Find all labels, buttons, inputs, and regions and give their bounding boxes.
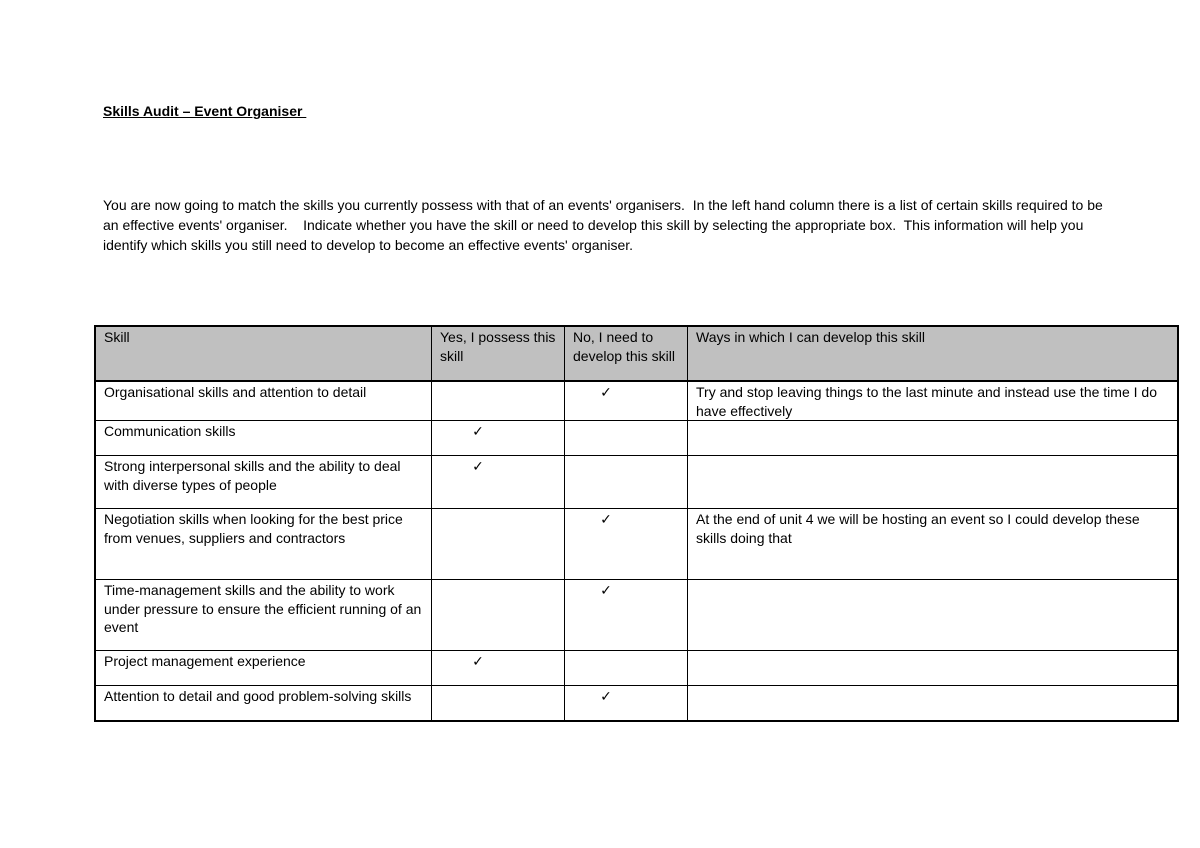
- no-checkbox-cell[interactable]: ✓: [565, 381, 688, 421]
- skill-cell: Negotiation skills when looking for the best price from venues, suppliers and contractors: [95, 509, 432, 580]
- header-skill: Skill: [95, 326, 432, 381]
- skill-cell: Communication skills: [95, 421, 432, 456]
- table-row: [95, 421, 1178, 456]
- table-row: [95, 651, 1178, 686]
- no-checkbox-cell[interactable]: ✓: [565, 509, 688, 580]
- no-checkbox-cell[interactable]: [565, 651, 688, 686]
- yes-checkbox-cell[interactable]: ✓: [432, 651, 565, 686]
- header-ways-to-develop: Ways in which I can develop this skill: [688, 326, 1179, 381]
- ways-cell[interactable]: [688, 456, 1179, 509]
- no-checkbox-cell[interactable]: [565, 456, 688, 509]
- skill-cell: Strong interpersonal skills and the ability to deal with diverse types of people: [95, 456, 432, 509]
- intro-paragraph: You are now going to match the skills you currently possess with that of an events' organisers. In the left hand column there is a list of certain skills required to be an effective events' organiser. Indicate whether you have the skill or need to develop this skill by selecting the appropriate box. This information will help you identify which skills you still need to develop to become an effective events' organiser.: [103, 197, 1107, 253]
- table-row: [95, 456, 1178, 509]
- yes-checkbox-cell[interactable]: [432, 686, 565, 721]
- no-checkbox-cell[interactable]: ✓: [565, 686, 688, 721]
- no-checkbox-cell[interactable]: ✓: [565, 580, 688, 651]
- yes-checkbox-cell[interactable]: [432, 509, 565, 580]
- table-row: [95, 580, 1178, 651]
- ways-cell[interactable]: At the end of unit 4 we will be hosting an event so I could develop these skills doing that: [688, 509, 1179, 580]
- skill-cell: Time-management skills and the ability to work under pressure to ensure the efficient running of an event: [95, 580, 432, 651]
- yes-checkbox-cell[interactable]: [432, 580, 565, 651]
- ways-cell[interactable]: Try and stop leaving things to the last minute and instead use the time I do have effectively: [688, 381, 1179, 421]
- table-header-row: [95, 326, 1178, 381]
- yes-checkbox-cell[interactable]: ✓: [432, 456, 565, 509]
- header-yes-possess: Yes, I possess this skill: [432, 326, 565, 381]
- table-row: [95, 686, 1178, 721]
- ways-cell[interactable]: [688, 686, 1179, 721]
- skills-audit-table: [94, 325, 1179, 722]
- ways-cell[interactable]: [688, 651, 1179, 686]
- page-title: Skills Audit – Event Organiser: [103, 103, 307, 119]
- table-row: [95, 381, 1178, 421]
- skill-cell: Project management experience: [95, 651, 432, 686]
- ways-cell[interactable]: [688, 421, 1179, 456]
- yes-checkbox-cell[interactable]: [432, 381, 565, 421]
- skill-cell: Attention to detail and good problem-solving skills: [95, 686, 432, 721]
- no-checkbox-cell[interactable]: [565, 421, 688, 456]
- header-no-develop: No, I need to develop this skill: [565, 326, 688, 381]
- table-row: [95, 509, 1178, 580]
- skill-cell: Organisational skills and attention to detail: [95, 381, 432, 421]
- yes-checkbox-cell[interactable]: ✓: [432, 421, 565, 456]
- ways-cell[interactable]: [688, 580, 1179, 651]
